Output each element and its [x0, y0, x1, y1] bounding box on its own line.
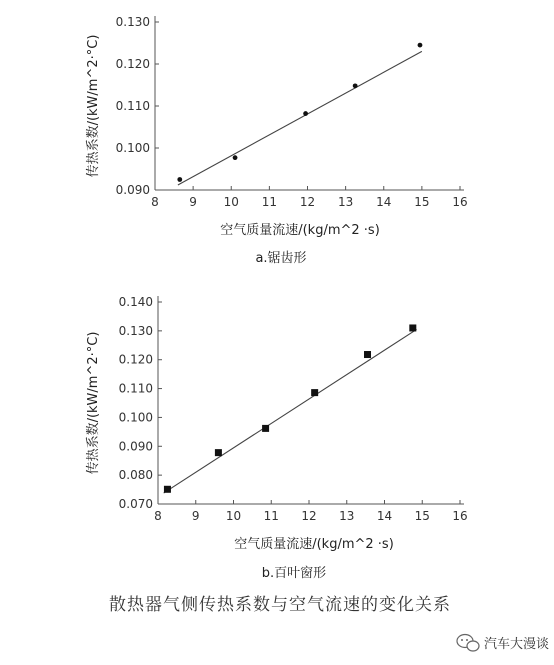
y-axis-label: 传热系数/(kW/m^2·°C) — [86, 331, 101, 475]
y-tick-label: 0.140 — [118, 295, 153, 309]
y-tick-label: 0.100 — [118, 410, 153, 425]
y-tick-label: 0.070 — [118, 497, 153, 511]
x-tick-label: 10 — [223, 195, 239, 209]
x-tick-label: 15 — [414, 195, 430, 209]
x-tick-label: 9 — [189, 195, 197, 209]
y-tick-label: 0.080 — [118, 468, 153, 483]
data-point — [353, 83, 358, 88]
x-tick-label: 13 — [337, 195, 354, 209]
figure-caption: 散热器气侧传热系数与空气流速的变化关系 — [109, 595, 451, 615]
data-point — [303, 111, 308, 116]
y-tick-label: 0.090 — [115, 183, 150, 197]
x-tick-label: 10 — [225, 509, 242, 523]
y-tick-label: 0.100 — [115, 141, 150, 155]
data-point — [418, 43, 423, 48]
data-point — [177, 177, 182, 182]
wechat-icon — [457, 635, 479, 652]
data-point — [409, 324, 416, 331]
x-tick-label: 13 — [339, 509, 355, 523]
y-tick-label: 0.120 — [118, 352, 153, 367]
data-point — [311, 389, 318, 396]
x-tick-label: 14 — [376, 509, 393, 523]
x-tick-label: 9 — [191, 509, 200, 523]
data-point — [233, 155, 238, 160]
x-axis-label: 空气质量流速/(kg/m^2 ·s) — [220, 223, 380, 238]
x-tick-label: 16 — [452, 509, 468, 523]
x-tick-label: 11 — [263, 509, 279, 523]
y-tick-label: 0.130 — [118, 323, 153, 338]
chart-subtitle: b.百叶窗形 — [261, 566, 327, 581]
x-tick-label: 8 — [154, 509, 162, 523]
watermark — [457, 635, 549, 653]
x-tick-label: 15 — [414, 509, 430, 523]
y-tick-label: 0.110 — [118, 381, 153, 396]
chart-subtitle: a.锯齿形 — [255, 251, 307, 266]
x-tick-label: 12 — [301, 509, 317, 523]
data-point — [164, 486, 171, 493]
x-tick-label: 11 — [261, 195, 278, 209]
chart-louver — [85, 295, 468, 581]
y-tick-label: 0.130 — [115, 15, 150, 29]
y-tick-label: 0.090 — [118, 439, 153, 454]
watermark-text: 汽车大漫谈 — [484, 637, 550, 652]
y-tick-label: 0.110 — [115, 99, 150, 113]
x-tick-label: 16 — [452, 195, 468, 209]
data-point — [215, 449, 222, 456]
data-point — [262, 425, 269, 432]
x-axis-label: 空气质量流速/(kg/m^2 ·s) — [234, 537, 394, 552]
y-axis-label: 传热系数/(kW/m^2·°C) — [86, 34, 101, 178]
fit-line — [164, 329, 417, 493]
x-tick-label: 12 — [299, 195, 316, 209]
y-tick-label: 0.120 — [115, 57, 150, 71]
x-tick-label: 8 — [151, 195, 159, 209]
chart-sawtooth — [85, 15, 468, 266]
x-tick-label: 14 — [376, 195, 392, 209]
fit-line — [178, 51, 422, 185]
data-point — [364, 351, 371, 358]
